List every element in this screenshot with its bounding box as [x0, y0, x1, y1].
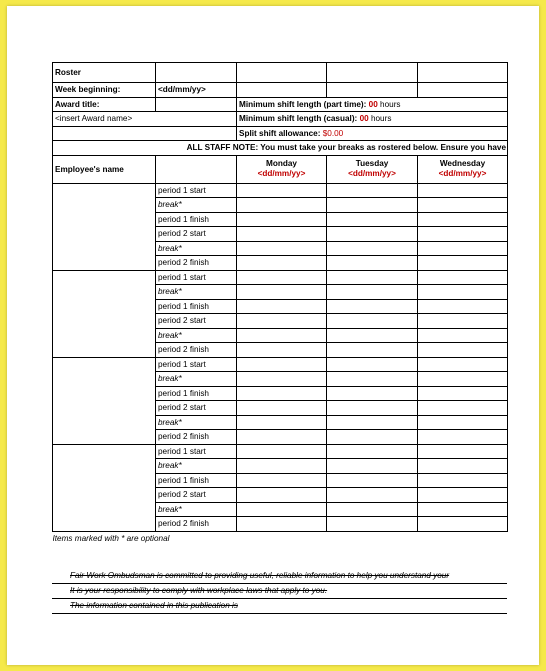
time-cell[interactable]	[327, 415, 418, 430]
staff-note: ALL STAFF NOTE: You must take your breaks as rostered below. Ensure you have	[53, 141, 508, 156]
period-label: period 2 finish	[156, 256, 237, 271]
employee-name-cell[interactable]	[53, 270, 156, 357]
time-cell[interactable]	[418, 198, 508, 213]
time-cell[interactable]	[327, 473, 418, 488]
time-cell[interactable]	[327, 198, 418, 213]
time-cell[interactable]	[237, 502, 327, 517]
time-cell[interactable]	[327, 386, 418, 401]
employee-name-cell[interactable]	[53, 183, 156, 270]
period-label: break*	[156, 502, 237, 517]
time-cell[interactable]	[327, 241, 418, 256]
time-cell[interactable]	[237, 459, 327, 474]
disclaimer-line-1: Fair Work Ombudsman is committed to providing useful, reliable information to help you understand your	[52, 569, 507, 584]
time-cell[interactable]	[418, 256, 508, 271]
time-cell[interactable]	[418, 241, 508, 256]
period-label: period 2 start	[156, 488, 237, 503]
time-cell[interactable]	[327, 183, 418, 198]
period-label: period 1 start	[156, 357, 237, 372]
time-cell[interactable]	[237, 285, 327, 300]
period-label: period 1 finish	[156, 473, 237, 488]
time-cell[interactable]	[237, 517, 327, 532]
period-label: period 1 start	[156, 444, 237, 459]
period-label: period 2 finish	[156, 517, 237, 532]
period-label: period 1 finish	[156, 386, 237, 401]
period-label: break*	[156, 285, 237, 300]
time-cell[interactable]	[418, 517, 508, 532]
period-label: period 2 start	[156, 314, 237, 329]
week-beginning-value[interactable]: <dd/mm/yy>	[156, 83, 237, 98]
employee-name-header: Employee's name	[53, 155, 156, 183]
period-row	[53, 444, 508, 459]
time-cell[interactable]	[418, 314, 508, 329]
time-cell[interactable]	[237, 488, 327, 503]
employee-blocks	[53, 183, 508, 531]
time-cell[interactable]	[237, 357, 327, 372]
period-label: break*	[156, 198, 237, 213]
time-cell[interactable]	[237, 256, 327, 271]
min-part-time-value[interactable]: 00	[368, 99, 378, 109]
time-cell[interactable]	[418, 444, 508, 459]
document-page	[7, 6, 539, 665]
employee-name-cell[interactable]	[53, 444, 156, 531]
time-cell[interactable]	[418, 459, 508, 474]
period-label: period 1 start	[156, 183, 237, 198]
day-header-wednesday: Wednesday <dd/mm/yy>	[418, 155, 508, 183]
time-cell[interactable]	[237, 343, 327, 358]
period-row	[53, 270, 508, 285]
time-cell[interactable]	[418, 285, 508, 300]
time-cell[interactable]	[237, 328, 327, 343]
time-cell[interactable]	[237, 227, 327, 242]
split-shift-allowance: Split shift allowance: $0.00	[237, 126, 508, 141]
period-label: period 2 finish	[156, 430, 237, 445]
min-shift-part-time: Minimum shift length (part time): 00 hours	[237, 97, 508, 112]
time-cell[interactable]	[237, 198, 327, 213]
time-cell[interactable]	[418, 212, 508, 227]
roster-title: Roster	[53, 63, 156, 83]
time-cell[interactable]	[327, 357, 418, 372]
period-label: period 1 start	[156, 270, 237, 285]
time-cell[interactable]	[418, 328, 508, 343]
time-cell[interactable]	[237, 314, 327, 329]
award-title-label: Award title:	[53, 97, 156, 112]
disclaimer-line-2: It is your responsibility to comply with workplace laws that apply to you.	[52, 584, 507, 599]
award-name[interactable]: <insert Award name>	[53, 112, 237, 127]
roster-table	[52, 62, 508, 545]
time-cell[interactable]	[237, 401, 327, 416]
day-header-monday: Monday <dd/mm/yy>	[237, 155, 327, 183]
period-label: break*	[156, 372, 237, 387]
time-cell[interactable]	[327, 314, 418, 329]
time-cell[interactable]	[418, 372, 508, 387]
day-header-tuesday: Tuesday <dd/mm/yy>	[327, 155, 418, 183]
time-cell[interactable]	[327, 488, 418, 503]
time-cell[interactable]	[418, 401, 508, 416]
time-cell[interactable]	[418, 183, 508, 198]
time-cell[interactable]	[327, 270, 418, 285]
time-cell[interactable]	[327, 502, 418, 517]
time-cell[interactable]	[237, 372, 327, 387]
time-cell[interactable]	[237, 444, 327, 459]
time-cell[interactable]	[418, 473, 508, 488]
period-label: break*	[156, 459, 237, 474]
time-cell[interactable]	[327, 517, 418, 532]
period-label: period 2 start	[156, 401, 237, 416]
period-row	[53, 183, 508, 198]
time-cell[interactable]	[237, 212, 327, 227]
period-label: period 1 finish	[156, 299, 237, 314]
time-cell[interactable]	[418, 415, 508, 430]
week-beginning-label: Week beginning:	[53, 83, 156, 98]
period-label: period 2 finish	[156, 343, 237, 358]
time-cell[interactable]	[418, 357, 508, 372]
time-cell[interactable]	[327, 212, 418, 227]
time-cell[interactable]	[418, 430, 508, 445]
time-cell[interactable]	[327, 372, 418, 387]
split-shift-value[interactable]: $0.00	[322, 128, 344, 138]
time-cell[interactable]	[327, 444, 418, 459]
optional-note: Items marked with * are optional	[52, 533, 170, 543]
time-cell[interactable]	[418, 488, 508, 503]
period-label: break*	[156, 241, 237, 256]
employee-name-cell[interactable]	[53, 357, 156, 444]
period-row	[53, 357, 508, 372]
time-cell[interactable]	[327, 256, 418, 271]
time-cell[interactable]	[237, 430, 327, 445]
period-label: break*	[156, 415, 237, 430]
time-cell[interactable]	[327, 227, 418, 242]
time-cell[interactable]	[327, 285, 418, 300]
time-cell[interactable]	[237, 241, 327, 256]
time-cell[interactable]	[327, 401, 418, 416]
time-cell[interactable]	[418, 270, 508, 285]
time-cell[interactable]	[237, 386, 327, 401]
time-cell[interactable]	[327, 328, 418, 343]
time-cell[interactable]	[327, 459, 418, 474]
time-cell[interactable]	[327, 343, 418, 358]
time-cell[interactable]	[237, 473, 327, 488]
disclaimer	[52, 569, 507, 614]
time-cell[interactable]	[418, 386, 508, 401]
time-cell[interactable]	[237, 270, 327, 285]
time-cell[interactable]	[237, 183, 327, 198]
min-casual-value[interactable]: 00	[359, 114, 369, 124]
disclaimer-line-3: The information contained in this publication is	[52, 599, 507, 614]
time-cell[interactable]	[327, 299, 418, 314]
time-cell[interactable]	[237, 299, 327, 314]
min-shift-casual: Minimum shift length (casual): 00 hours	[237, 112, 508, 127]
time-cell[interactable]	[418, 343, 508, 358]
period-label: period 1 finish	[156, 212, 237, 227]
time-cell[interactable]	[418, 299, 508, 314]
period-label: break*	[156, 328, 237, 343]
time-cell[interactable]	[327, 430, 418, 445]
period-label: period 2 start	[156, 227, 237, 242]
time-cell[interactable]	[418, 502, 508, 517]
time-cell[interactable]	[237, 415, 327, 430]
time-cell[interactable]	[418, 227, 508, 242]
